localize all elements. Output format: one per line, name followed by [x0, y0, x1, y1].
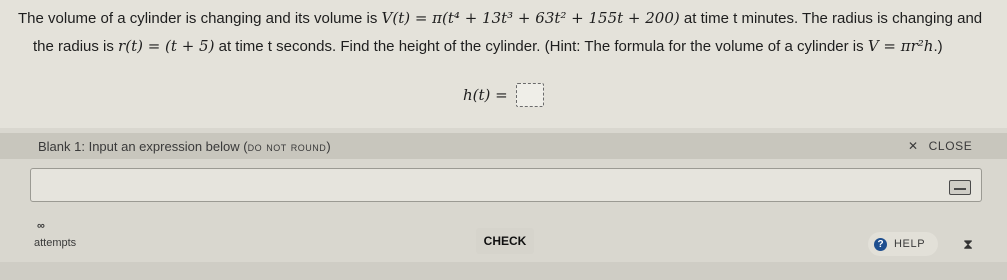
radius-function: r(t) = (t + 5) — [118, 37, 215, 55]
close-button[interactable] — [908, 139, 972, 153]
hourglass-icon: ⧗ — [963, 236, 973, 252]
problem-text-b: at time t minutes. The radius is changing and — [679, 10, 983, 27]
volume-function: V(t) = π(t⁴ + 13t³ + 63t² + 155t + 200) — [381, 9, 680, 27]
answer-label: h(t) = — [463, 86, 508, 104]
blank-label-note: do not round — [247, 139, 327, 154]
check-button[interactable]: CHECK — [476, 228, 534, 254]
close-x-icon: ✕ — [908, 139, 919, 153]
answer-blank[interactable] — [516, 83, 544, 107]
volume-formula: V = πr²h — [867, 37, 934, 55]
blank-label-close: ) — [326, 139, 331, 154]
problem-line-2 — [33, 37, 943, 55]
keyboard-icon[interactable] — [949, 180, 971, 195]
problem-panel — [0, 0, 1007, 128]
problem-text-a: The volume of a cylinder is changing and its volume is — [18, 10, 382, 27]
blank-label — [38, 139, 331, 154]
expression-input[interactable] — [30, 168, 982, 202]
help-button[interactable] — [868, 232, 938, 256]
problem-line-1 — [18, 9, 982, 27]
question-icon: ? — [874, 238, 887, 251]
help-label: HELP — [894, 238, 926, 250]
problem-text-d: at time t seconds. Find the height of the cylinder. (Hint: The formula for the volume of a cylinder is — [214, 38, 868, 55]
bottom-strip — [0, 262, 1007, 280]
answer-line — [463, 83, 544, 107]
blank-instruction-bar — [0, 133, 1007, 159]
problem-text-e: .) — [933, 38, 943, 55]
blank-label-text: Blank 1: Input an expression below ( — [38, 139, 248, 154]
close-label: CLOSE — [928, 139, 973, 153]
problem-text-c: the radius is — [33, 38, 119, 55]
attempts-label: attempts — [34, 237, 77, 249]
attempts-count: ∞ — [37, 220, 45, 232]
